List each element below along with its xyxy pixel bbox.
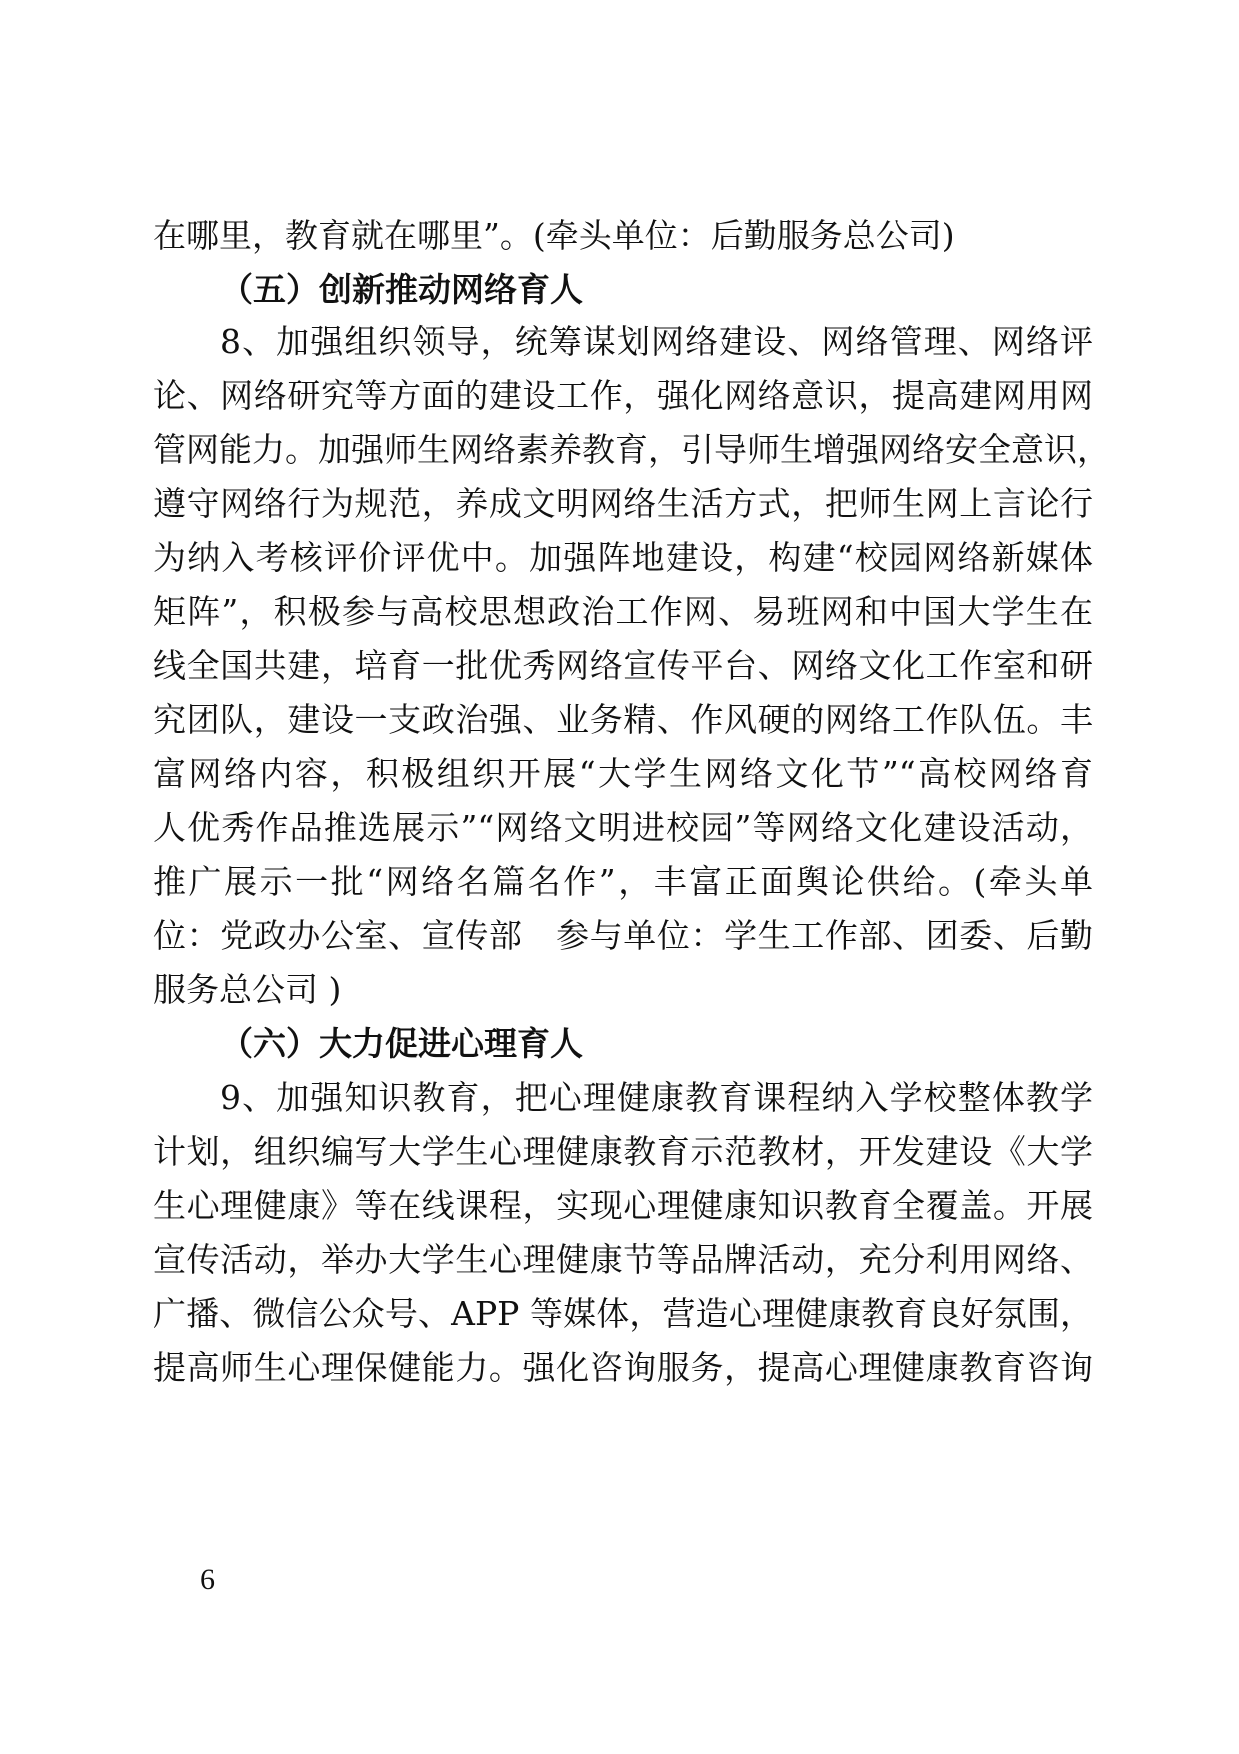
paragraph-line: 服务总公司 ): [153, 970, 342, 1009]
paragraph-line: 为纳入考核评价评优中。加强阵地建设，构建“校园网络新媒体: [153, 538, 1093, 577]
paragraph-line: 提高师生心理保健能力。强化咨询服务，提高心理健康教育咨询: [153, 1348, 1093, 1387]
paragraph-line: 在哪里，教育就在哪里”。(牵头单位：后勤服务总公司): [153, 216, 955, 255]
paragraph-line: 8、加强组织领导，统筹谋划网络建设、网络管理、网络评: [220, 322, 1093, 361]
paragraph-line: 论、网络研究等方面的建设工作，强化网络意识，提高建网用网: [153, 376, 1093, 415]
paragraph-line: 宣传活动，举办大学生心理健康节等品牌活动，充分利用网络、: [153, 1240, 1093, 1279]
section-heading-5: （五）创新推动网络育人: [220, 270, 583, 309]
paragraph-line: 推广展示一批“网络名篇名作”，丰富正面舆论供给。(牵头单: [153, 862, 1093, 901]
paragraph-line: 线全国共建，培育一批优秀网络宣传平台、网络文化工作室和研: [153, 646, 1093, 685]
paragraph-line: 位：党政办公室、宣传部 参与单位：学生工作部、团委、后勤: [153, 916, 1093, 955]
paragraph-line: 广播、微信公众号、APP 等媒体，营造心理健康教育良好氛围，: [153, 1294, 1093, 1333]
page-number: 6: [200, 1563, 215, 1596]
section-heading-6: （六）大力促进心理育人: [220, 1024, 583, 1063]
paragraph-line: 9、加强知识教育，把心理健康教育课程纳入学校整体教学: [220, 1078, 1093, 1117]
paragraph-line: 矩阵”，积极参与高校思想政治工作网、易班网和中国大学生在: [153, 592, 1093, 631]
paragraph-line: 人优秀作品推选展示”“网络文明进校园”等网络文化建设活动，: [153, 808, 1093, 847]
paragraph-line: 计划，组织编写大学生心理健康教育示范教材，开发建设《大学: [153, 1132, 1093, 1171]
paragraph-line: 生心理健康》等在线课程，实现心理健康知识教育全覆盖。开展: [153, 1186, 1093, 1225]
paragraph-line: 究团队，建设一支政治强、业务精、作风硬的网络工作队伍。丰: [153, 700, 1093, 739]
paragraph-line: 遵守网络行为规范，养成文明网络生活方式，把师生网上言论行: [153, 484, 1093, 523]
paragraph-line: 富网络内容，积极组织开展“大学生网络文化节”“高校网络育: [153, 754, 1093, 793]
paragraph-line: 管网能力。加强师生网络素养教育，引导师生增强网络安全意识，: [153, 430, 1110, 469]
